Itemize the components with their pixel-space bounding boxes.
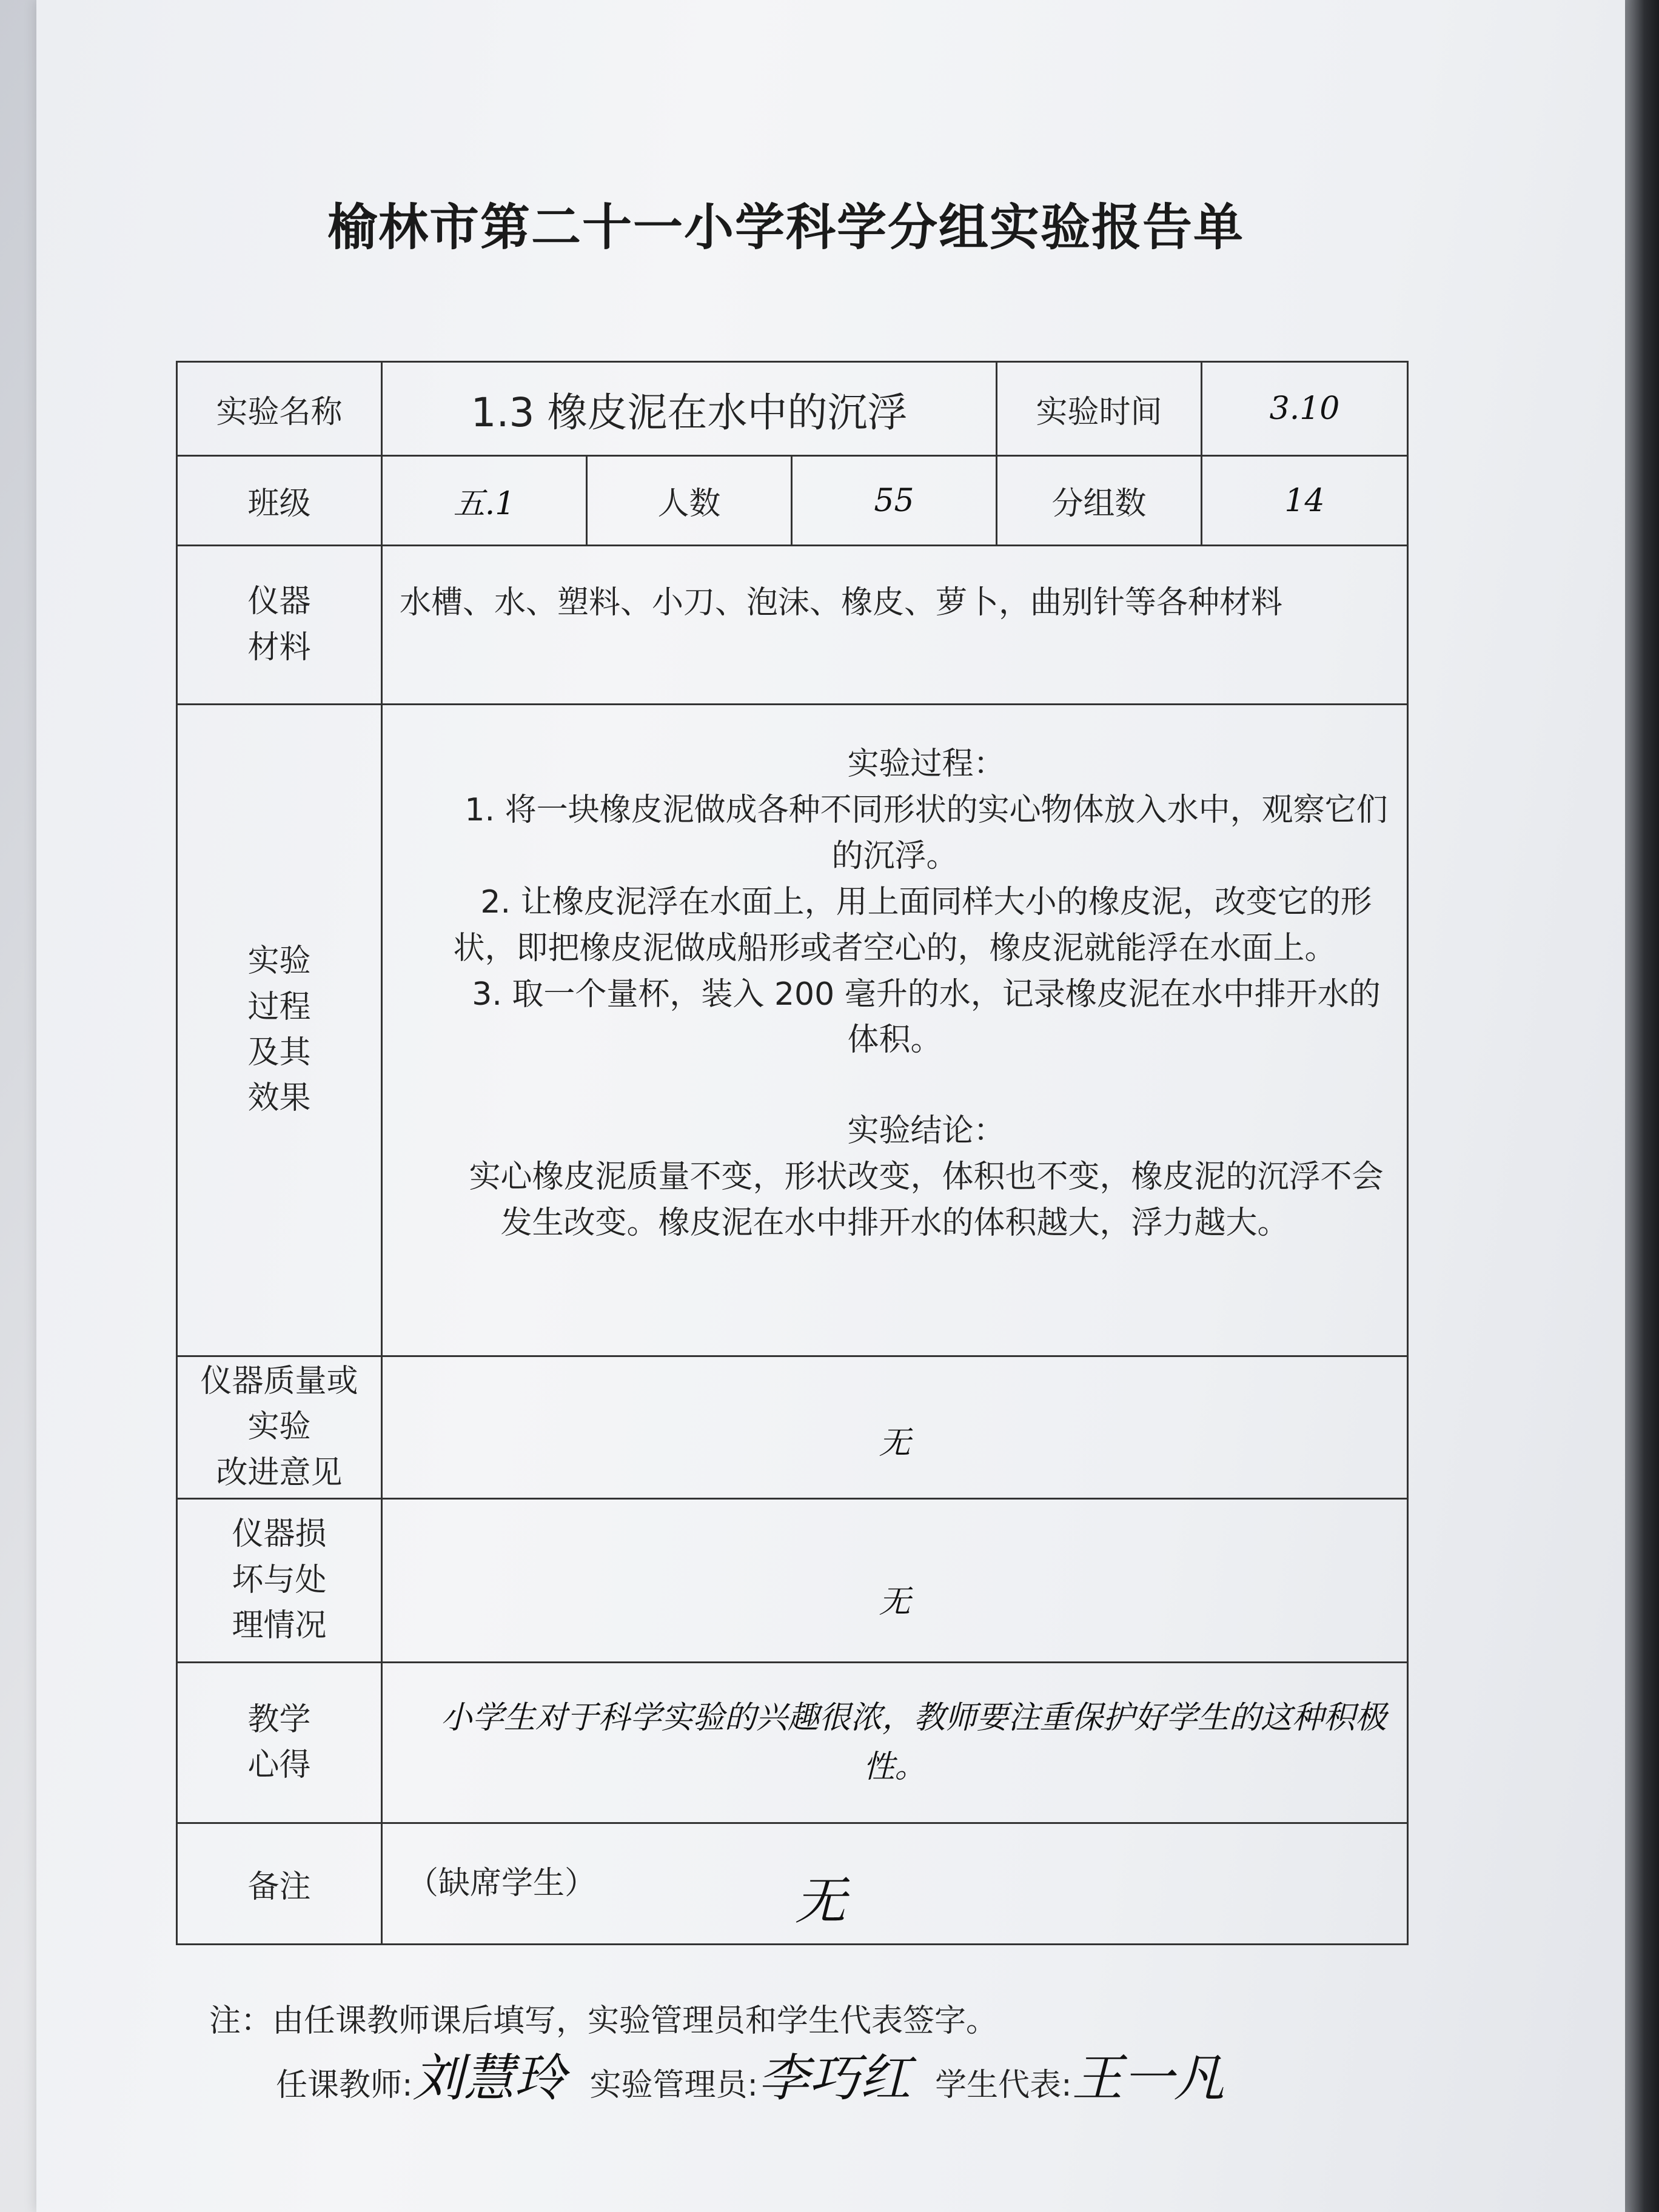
row-process [177,705,1408,1356]
process-label-line4: 效果 [247,1080,311,1117]
experiment-time-label: 实验时间 [997,362,1202,456]
damage-label-line1: 仪器损 [232,1516,327,1553]
row-improvement [177,1356,1408,1499]
row-experiment-name [177,362,1408,456]
admin-label: 实验管理员: [589,2067,759,2103]
row-class-info [177,456,1408,546]
materials-label-line2: 材料 [247,629,311,666]
groups-label: 分组数 [997,456,1202,546]
signature-row [276,2037,1249,2111]
reflection-label-line2: 心得 [247,1747,311,1783]
row-reflection [177,1663,1408,1823]
page-title: 榆林市第二十一小学科学分组实验报告单 [327,199,1245,256]
experiment-name-label: 实验名称 [177,362,382,456]
improvement-label-line3: 改进意见 [216,1454,343,1491]
remarks-value: 无 [795,1871,846,1931]
teacher-label: 任课教师: [276,2067,413,2103]
footer-note: 注：由任课教师课后填写，实验管理员和学生代表签字。 [209,2003,998,2039]
damage-label-line3: 理情况 [232,1607,327,1644]
row-damage [177,1499,1408,1663]
process-label-line1: 实验 [247,943,311,980]
improvement-value: 无 [382,1356,1408,1499]
admin-signature: 李巧红 [758,2048,911,2108]
experiment-time-value: 3.10 [1202,362,1408,456]
student-label: 学生代表: [935,2067,1072,2103]
process-label-line3: 及其 [247,1034,311,1071]
improvement-label [177,1356,382,1499]
student-signature: 王一凡 [1071,2048,1225,2108]
teacher-signature: 刘慧玲 [412,2048,566,2108]
conclusion-heading: 实验结论： [847,1113,1005,1150]
improvement-label-line1: 仪器质量或 [200,1362,358,1399]
class-label: 班级 [177,456,382,546]
process-heading: 实验过程： [847,746,1005,782]
remarks-cell [382,1823,1408,1945]
conclusion-text: 实心橡皮泥质量不变，形状改变，体积也不变，橡皮泥的沉浮不会发生改变。橡皮泥在水中排开水的体积越大，浮力越大。 [469,1159,1384,1242]
damage-label-line2: 坏与处 [232,1561,327,1598]
improvement-label-line2: 实验 [247,1409,311,1446]
row-remarks [177,1823,1408,1945]
process-content [382,705,1408,1356]
remarks-label: 备注 [177,1823,382,1945]
process-step-1: 1. 将一块橡皮泥做成各种不同形状的实心物体放入水中，观察它们的沉浮。 [464,791,1388,874]
people-label: 人数 [587,456,792,546]
process-step-2: 2. 让橡皮泥浮在水面上，用上面同样大小的橡皮泥，改变它的形状，即把橡皮泥做成船形或者空心的，橡皮泥就能浮在水面上。 [453,883,1372,967]
process-label [177,705,382,1356]
row-materials [177,546,1408,705]
absent-students-label: （缺席学生） [407,1865,597,1902]
experiment-name-value: 1.3 橡皮泥在水中的沉浮 [382,362,997,456]
damage-label [177,1499,382,1663]
binder-edge [1623,0,1659,2212]
materials-label-line1: 仪器 [247,583,311,620]
people-value: 55 [792,456,997,546]
reflection-label [177,1663,382,1823]
process-step-3: 3. 取一个量杯，装入 200 毫升的水，记录橡皮泥在水中排开水的体积。 [472,976,1381,1059]
process-label-line2: 过程 [247,988,311,1025]
process-spacer [401,1064,1389,1108]
materials-label [177,546,382,705]
damage-value: 无 [382,1499,1408,1663]
report-table [176,361,1409,1945]
groups-value: 14 [1202,456,1408,546]
reflection-label-line1: 教学 [247,1701,311,1738]
reflection-value: 小学生对于科学实验的兴趣很浓，教师要注重保护好学生的这种积极性。 [382,1663,1408,1823]
class-value: 五.1 [382,456,587,546]
materials-value: 水槽、水、塑料、小刀、泡沫、橡皮、萝卜，曲别针等各种材料 [382,546,1408,705]
